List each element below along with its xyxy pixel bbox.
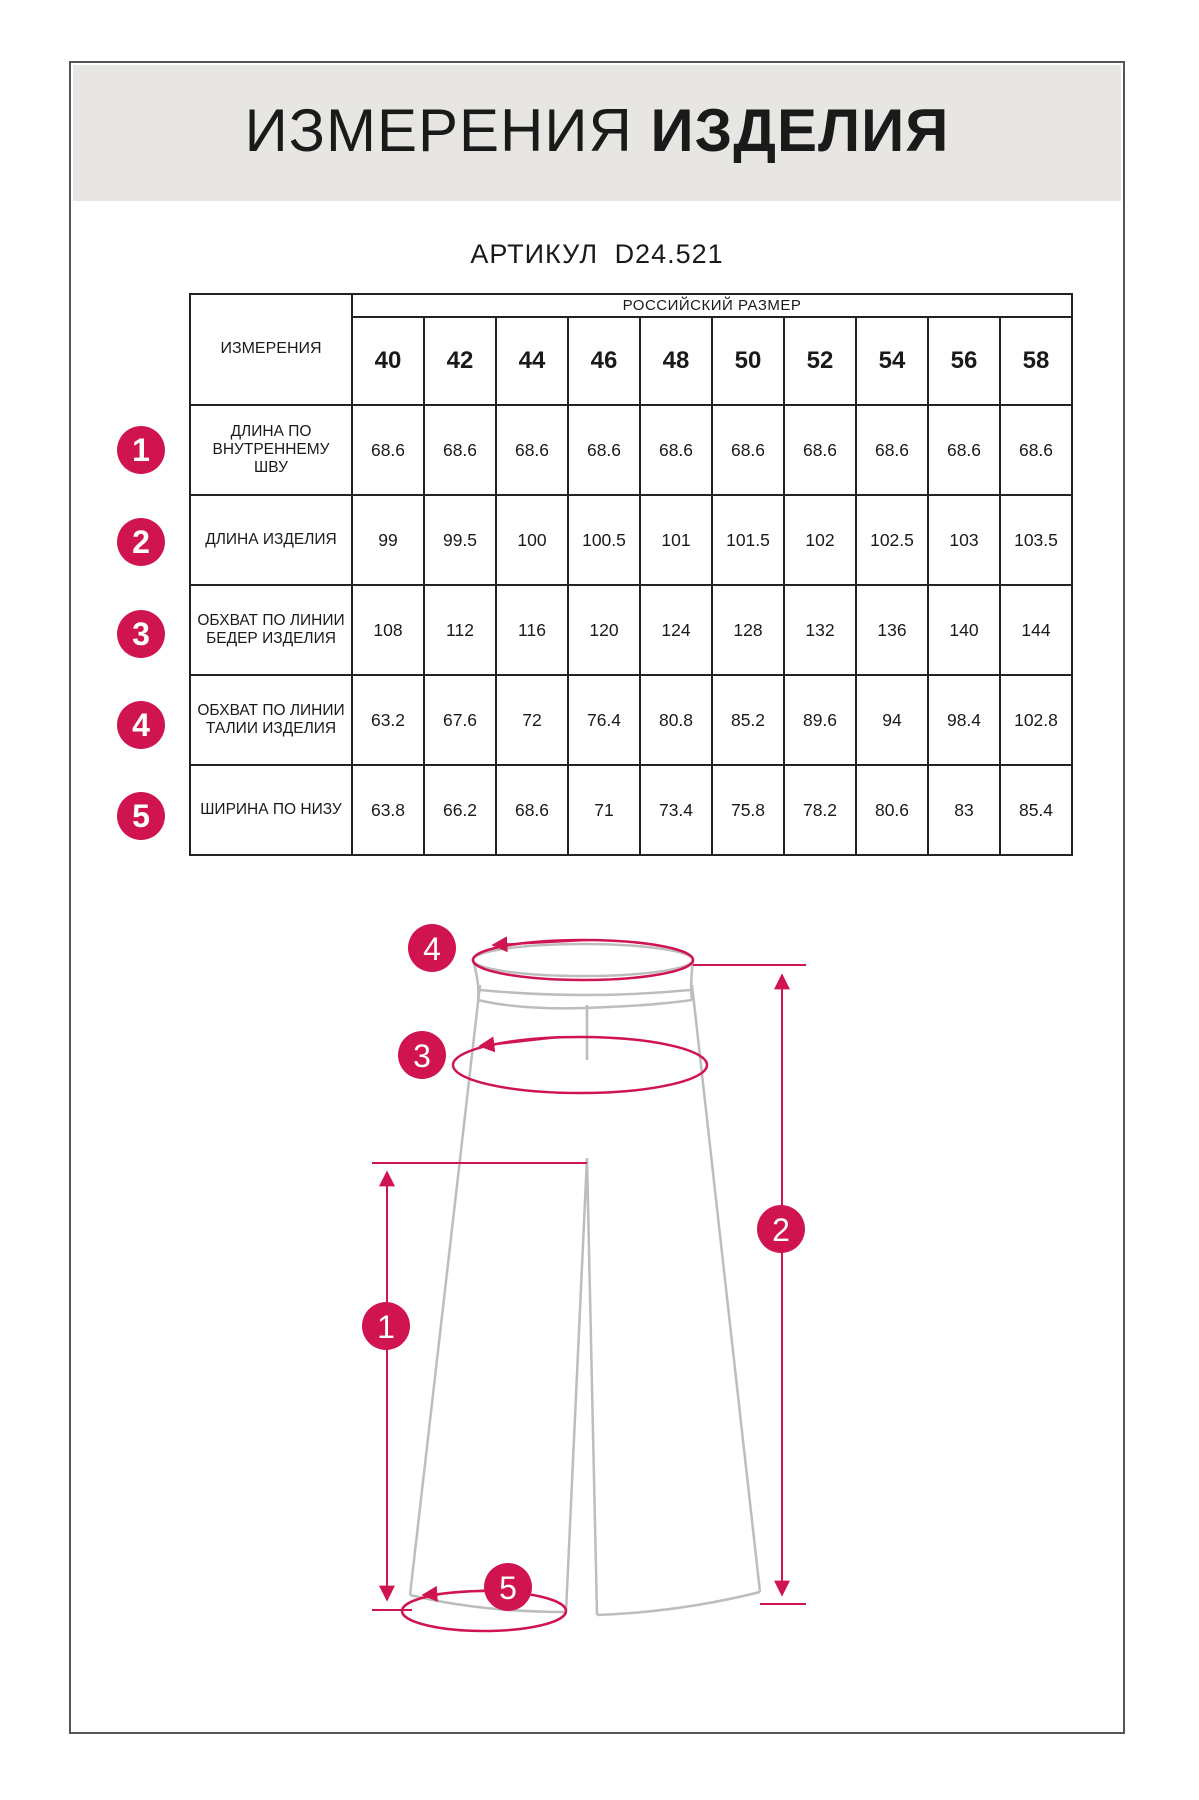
measurement-value: 68.6 [784, 405, 856, 495]
measurement-value: 72 [496, 675, 568, 765]
measurement-value: 112 [424, 585, 496, 675]
measurement-value: 108 [352, 585, 424, 675]
article-code: D24.521 [614, 239, 724, 269]
measurement-value: 85.4 [1000, 765, 1072, 855]
measurement-value: 100 [496, 495, 568, 585]
row-number-badge: 5 [117, 792, 165, 840]
size-header-cell: 48 [640, 317, 712, 405]
marker-4-label: 4 [423, 931, 441, 967]
measurement-value: 68.6 [496, 405, 568, 495]
measurement-label: ДЛИНА ПО ВНУТРЕННЕМУ ШВУ [190, 405, 352, 495]
title-light: ИЗМЕРЕНИЯ [244, 97, 633, 164]
measurement-value: 80.6 [856, 765, 928, 855]
measurement-value: 94 [856, 675, 928, 765]
measurement-value: 68.6 [928, 405, 1000, 495]
measurement-value: 75.8 [712, 765, 784, 855]
measurement-label: ШИРИНА ПО НИЗУ [190, 765, 352, 855]
size-header-cell: 52 [784, 317, 856, 405]
measurement-value: 68.6 [496, 765, 568, 855]
measurement-value: 73.4 [640, 765, 712, 855]
measurement-value: 68.6 [352, 405, 424, 495]
measurement-label: ДЛИНА ИЗДЕЛИЯ [190, 495, 352, 585]
row-number-badge: 3 [117, 610, 165, 658]
measurement-value: 66.2 [424, 765, 496, 855]
measurement-value: 101.5 [712, 495, 784, 585]
measurement-label: ОБХВАТ ПО ЛИНИИ БЕДЕР ИЗДЕЛИЯ [190, 585, 352, 675]
measurement-value: 76.4 [568, 675, 640, 765]
size-group-header: РОССИЙСКИЙ РАЗМЕР [352, 294, 1072, 317]
marker-5-label: 5 [499, 1570, 517, 1606]
size-header-cell: 42 [424, 317, 496, 405]
measurement-value: 102.8 [1000, 675, 1072, 765]
measurement-value: 89.6 [784, 675, 856, 765]
measurement-value: 71 [568, 765, 640, 855]
measurement-value: 85.2 [712, 675, 784, 765]
measurement-value: 78.2 [784, 765, 856, 855]
size-header-cell: 54 [856, 317, 928, 405]
measurements-header: ИЗМЕРЕНИЯ [190, 294, 352, 405]
measurement-value: 140 [928, 585, 1000, 675]
row-number-badge: 1 [117, 426, 165, 474]
measurement-value: 100.5 [568, 495, 640, 585]
measurement-value: 68.6 [856, 405, 928, 495]
measurement-value: 67.6 [424, 675, 496, 765]
measurement-value: 132 [784, 585, 856, 675]
measurement-value: 68.6 [568, 405, 640, 495]
measurement-value: 103 [928, 495, 1000, 585]
measurement-value: 124 [640, 585, 712, 675]
measurement-value: 99.5 [424, 495, 496, 585]
measurement-value: 98.4 [928, 675, 1000, 765]
measurement-value: 102 [784, 495, 856, 585]
marker-2-label: 2 [772, 1212, 790, 1248]
measurement-value: 68.6 [1000, 405, 1072, 495]
size-header-cell: 58 [1000, 317, 1072, 405]
measurement-value: 120 [568, 585, 640, 675]
article-label: АРТИКУЛ [470, 239, 599, 269]
measurement-value: 68.6 [712, 405, 784, 495]
diagram-markers [362, 924, 805, 1611]
size-header-cell: 46 [568, 317, 640, 405]
pants-outline [410, 944, 760, 1615]
measurement-value: 102.5 [856, 495, 928, 585]
size-header-cell: 50 [712, 317, 784, 405]
marker-1-label: 1 [377, 1309, 395, 1345]
measurement-value: 80.8 [640, 675, 712, 765]
size-header-cell: 44 [496, 317, 568, 405]
measurement-value: 83 [928, 765, 1000, 855]
measurement-value: 68.6 [424, 405, 496, 495]
measurement-value: 99 [352, 495, 424, 585]
measurement-value: 116 [496, 585, 568, 675]
row-number-badge: 2 [117, 518, 165, 566]
measurement-value: 136 [856, 585, 928, 675]
row-number-badge: 4 [117, 701, 165, 749]
measurement-value: 103.5 [1000, 495, 1072, 585]
size-header-cell: 56 [928, 317, 1000, 405]
marker-3-label: 3 [413, 1038, 431, 1074]
measurement-value: 68.6 [640, 405, 712, 495]
measurement-label: ОБХВАТ ПО ЛИНИИ ТАЛИИ ИЗДЕЛИЯ [190, 675, 352, 765]
measurement-value: 63.2 [352, 675, 424, 765]
size-header-cell: 40 [352, 317, 424, 405]
title-bold: ИЗДЕЛИЯ [650, 97, 950, 164]
measurement-value: 128 [712, 585, 784, 675]
measurement-value: 63.8 [352, 765, 424, 855]
measurement-value: 144 [1000, 585, 1072, 675]
measurement-value: 101 [640, 495, 712, 585]
